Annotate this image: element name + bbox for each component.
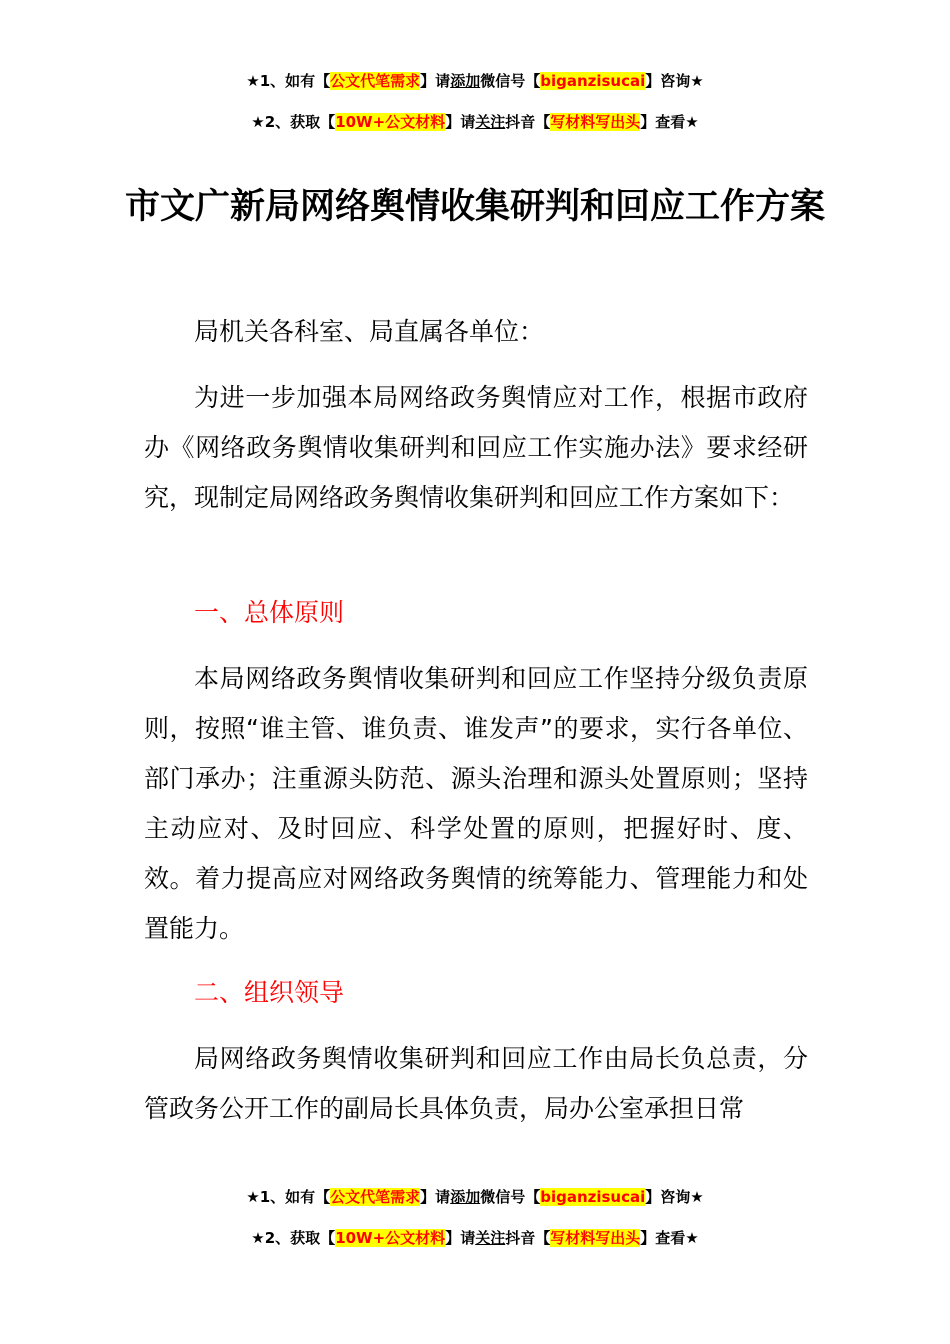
banner-text: ★1、如有【 bbox=[246, 72, 331, 90]
section-2-heading: 二、组织领导 bbox=[194, 978, 345, 1007]
banner-text: 】查看★ bbox=[640, 113, 699, 131]
banner-text: ★1、如有【 bbox=[246, 1188, 331, 1206]
banner-highlight-wechat: biganzisucai bbox=[540, 1188, 646, 1206]
banner-highlight: 10W+公文材料 bbox=[335, 113, 446, 131]
banner-text: 】查看★ bbox=[640, 1229, 699, 1247]
banner-text: ★2、获取【 bbox=[251, 113, 336, 131]
banner-underline: 添加 bbox=[450, 72, 481, 90]
banner-highlight-douyin: 写材料写出头 bbox=[550, 1229, 641, 1247]
banner-highlight: 公文代笔需求 bbox=[330, 72, 421, 90]
document-title: 市文广新局网络舆情收集研判和回应工作方案 bbox=[124, 187, 825, 227]
banner-text: 微信号【 bbox=[480, 72, 541, 90]
banner-highlight-douyin: 写材料写出头 bbox=[550, 113, 641, 131]
banner-text: 】请 bbox=[420, 1188, 451, 1206]
bottom-banner-line-1 bbox=[0, 1186, 950, 1208]
banner-text: 】请 bbox=[420, 72, 451, 90]
banner-text: 】咨询★ bbox=[645, 72, 704, 90]
banner-underline: 添加 bbox=[450, 1188, 481, 1206]
banner-text: 】请 bbox=[445, 1229, 476, 1247]
banner-text: 抖音【 bbox=[505, 1229, 551, 1247]
section-2-body: 局网络政务舆情收集研判和回应工作由局长负总责，分管政务公开工作的副局长具体负责，局办公室承担日常 bbox=[144, 1044, 808, 1123]
top-banner-line-2 bbox=[0, 111, 950, 133]
banner-text: ★2、获取【 bbox=[251, 1229, 336, 1247]
banner-highlight-wechat: biganzisucai bbox=[540, 72, 646, 90]
banner-underline: 关注 bbox=[475, 1229, 506, 1247]
section-1-body: 本局网络政务舆情收集研判和回应工作坚持分级负责原则，按照“谁主管、谁负责、谁发声”的要求，实行各单位、部门承办；注重源头防范、源头治理和源头处置原则；坚持主动应对、及时回应、科学处置的原则，把握好时、度、效。着力提高应对网络政务舆情的统筹能力、管理能力和处置能力。 bbox=[144, 664, 808, 943]
banner-text: 抖音【 bbox=[505, 113, 551, 131]
banner-underline: 关注 bbox=[475, 113, 506, 131]
banner-text: 】咨询★ bbox=[645, 1188, 704, 1206]
banner-highlight: 公文代笔需求 bbox=[330, 1188, 421, 1206]
banner-text: 微信号【 bbox=[480, 1188, 541, 1206]
banner-text: 】请 bbox=[445, 113, 476, 131]
banner-highlight: 10W+公文材料 bbox=[335, 1229, 446, 1247]
salutation: 局机关各科室、局直属各单位： bbox=[194, 317, 545, 346]
top-banner-line-1 bbox=[0, 70, 950, 92]
bottom-banner-line-2 bbox=[0, 1227, 950, 1249]
section-1-heading: 一、总体原则 bbox=[194, 598, 345, 627]
intro-paragraph: 为进一步加强本局网络政务舆情应对工作，根据市政府办《网络政务舆情收集研判和回应工作实施办法》要求经研究，现制定局网络政务舆情收集研判和回应工作方案如下： bbox=[144, 383, 808, 512]
